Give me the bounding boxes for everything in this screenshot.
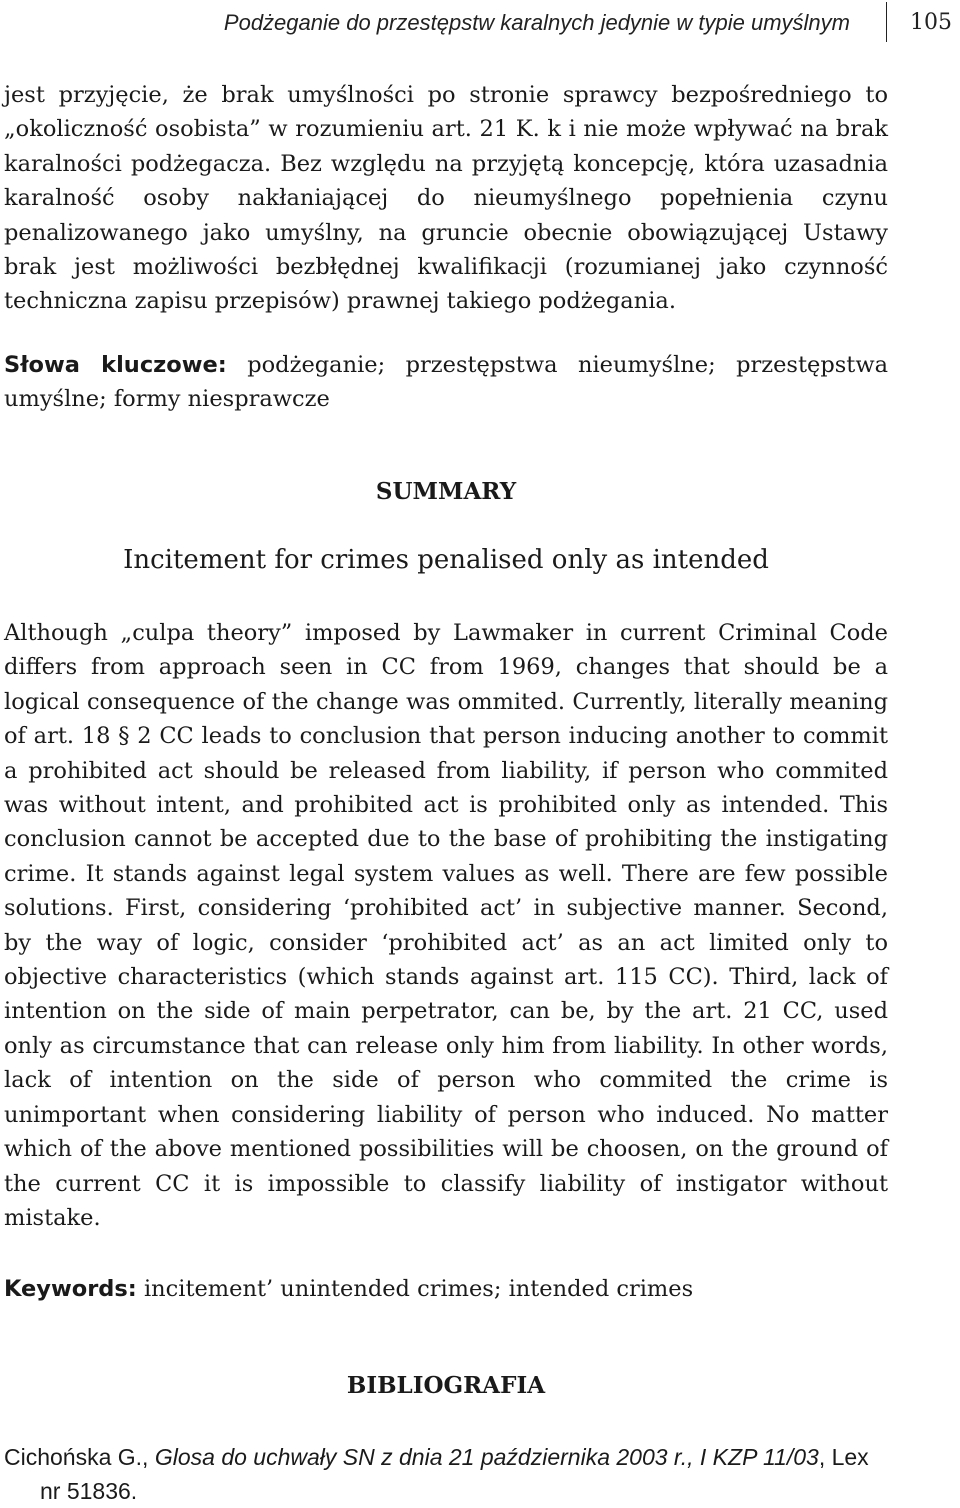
- keywords-en: [4, 1272, 888, 1306]
- keywords-pl-label: Słowa kluczowe:: [4, 352, 227, 378]
- running-header: [0, 0, 960, 44]
- bib-source: , Lex nr 51836.: [40, 1444, 869, 1504]
- page-number: 105: [910, 10, 952, 35]
- keywords-en-label: Keywords:: [4, 1276, 137, 1302]
- summary-heading: SUMMARY: [375, 478, 517, 505]
- abstract-pl-paragraph: jest przyjęcie, że brak umyślności po stronie sprawcy bezpośredniego to „okoliczność osobista” w rozumieniu art. 21 K. k i nie może wpływać na brak karalności podżegacza. Bez względu na przyjętą koncepcję, która uzasadnia karalność osoby nakłaniającej do nieumyślnego popełnienia czynu penalizowanego jako umyślny, na gruncie obecnie obowiązującej Ustawy brak jest możliwości bezbłędnej kwalifikacji (rozumianej jako czynność techniczna zapisu przepisów) prawnej takiego podżegania.: [4, 82, 888, 315]
- bib-title: Glosa do uchwały SN z dnia 21 października 2003 r., I KZP 11/03: [154, 1444, 819, 1470]
- bibliography-entry: [4, 1440, 888, 1508]
- header-divider: [886, 2, 887, 42]
- summary-title: Incitement for crimes penalised only as intended: [123, 545, 769, 575]
- bib-author: Cichońska G.,: [4, 1444, 149, 1470]
- keywords-pl-text: podżeganie; przestępstwa nieumyślne; przestępstwa umyślne; formy niesprawcze: [4, 352, 889, 413]
- running-title: Podżeganie do przestępstw karalnych jedynie w typie umyślnym: [223, 10, 850, 35]
- summary-body: Although „culpa theory” imposed by Lawmaker in current Criminal Code differs from approach seen in CC from 1969, changes that should be a logical consequence of the change was ommited. Currently, literally meaning of art. 18 § 2 CC leads to conclusion that person inducing another to commit a prohibited act should be released from liability, if person who commited was without intent, and prohibited act is prohibited only as intended. This conclusion cannot be accepted due to the base of prohibiting the instigating crime. It stands against legal system values as well. There are few possible solutions. First, considering ‘prohibited act’ in subjective manner. Second, by the way of logic, consider ‘prohibited act’ as an act limited only to objective characteristics (which stands against art. 115 CC). Third, lack of intention on the side of main perpetrator, can be, by the art. 21 CC, used only as circumstance that can release only him from liability. In other words, lack of intention on the side of person who commited the crime is unimportant when considering liability of person who induced. No matter which of the above mentioned possibilities will be choosen, on the ground of the current CC it is impossible to classify liability of instigator without mistake.: [4, 620, 888, 1231]
- keywords-pl: [4, 348, 888, 417]
- bibliography-heading: BIBLIOGRAFIA: [346, 1372, 546, 1399]
- keywords-en-text: incitement’ unintended crimes; intended crimes: [143, 1276, 694, 1302]
